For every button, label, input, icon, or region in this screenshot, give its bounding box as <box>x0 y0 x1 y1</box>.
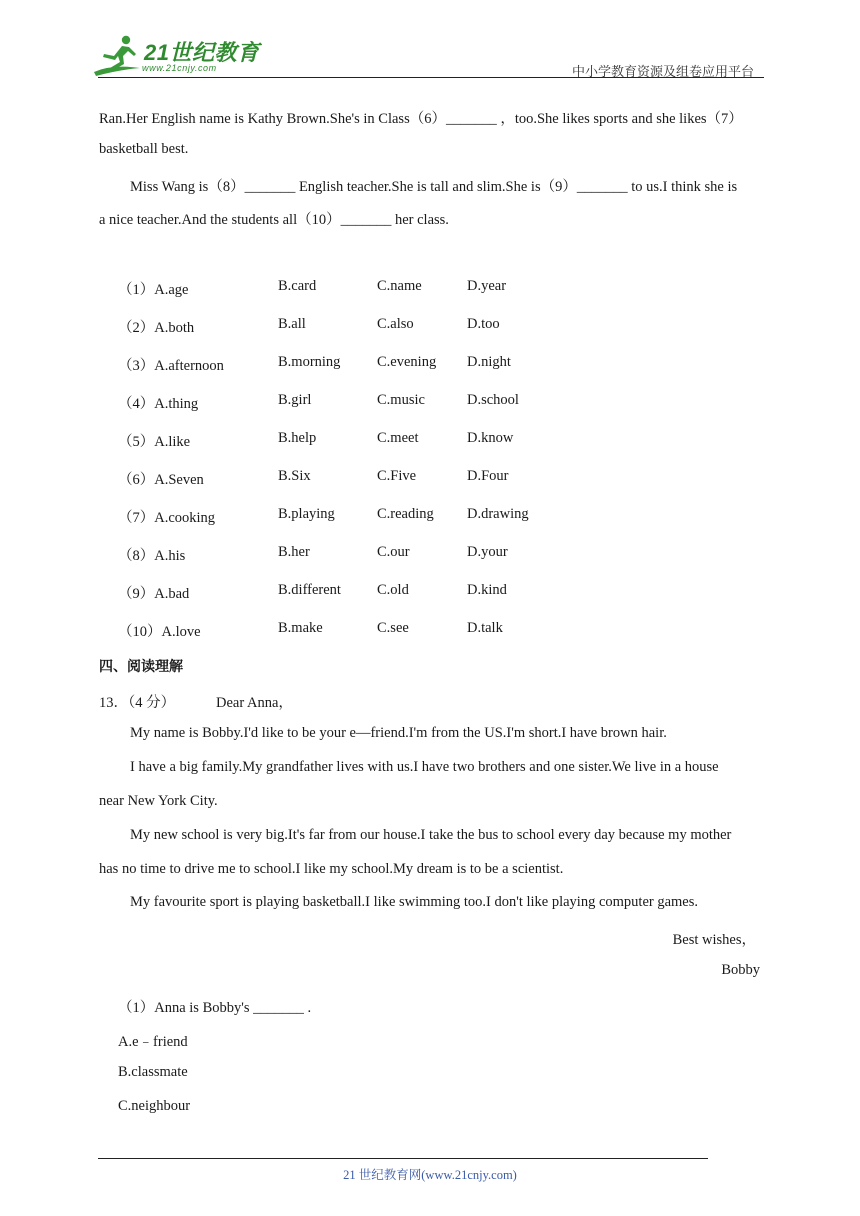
passage-line: Ran.Her English name is Kathy Brown.She's in Class（6）_______ ，too.She likes sports and she likes（7） <box>99 111 743 127</box>
letter-paragraph: near New York City. <box>99 793 218 809</box>
choice-a[interactable]: A.e﹣friend <box>118 1034 188 1050</box>
option-b: B.help <box>278 430 317 446</box>
passage-line: a nice teacher.And the students all（10）_______ her class. <box>99 212 449 228</box>
option-b: B.all <box>278 316 306 332</box>
option-d: D.drawing <box>467 506 529 522</box>
option-a: （10）A.love <box>118 624 201 640</box>
site-logo <box>92 34 262 78</box>
option-a: （5）A.like <box>118 434 191 450</box>
option-c: C.see <box>377 620 409 636</box>
site-slogan: 中小学教育资源及组卷应用平台 <box>571 65 754 80</box>
option-d: D.talk <box>467 620 503 636</box>
option-d: D.kind <box>467 582 507 598</box>
option-a: （3）A.afternoon <box>118 358 224 374</box>
choice-b[interactable]: B.classmate <box>118 1064 188 1080</box>
logo-subtext: www.21cnjy.com <box>142 63 217 73</box>
runner-icon <box>92 34 142 78</box>
option-a: （8）A.his <box>118 548 186 564</box>
option-c: C.our <box>377 544 410 560</box>
option-b: B.her <box>278 544 310 560</box>
option-d: D.year <box>467 278 507 294</box>
header-divider <box>98 77 764 78</box>
option-c: C.music <box>377 392 425 408</box>
option-b: B.different <box>278 582 341 598</box>
passage-line: Miss Wang is（8）_______ English teacher.She is tall and slim.She is（9）_______ to us.I think she is <box>130 179 738 195</box>
option-a: （1）A.age <box>118 282 189 298</box>
logo-text: 21世纪教育 <box>144 40 260 65</box>
question-1: （1）Anna is Bobby's _______ . <box>118 1000 312 1016</box>
option-a: （9）A.bad <box>118 586 190 602</box>
option-d: D.know <box>467 430 514 446</box>
option-c: C.also <box>377 316 414 332</box>
footer-divider <box>98 1158 708 1159</box>
option-c: C.old <box>377 582 409 598</box>
option-a: （2）A.both <box>118 320 195 336</box>
letter-paragraph: My name is Bobby.I'd like to be your e—friend.I'm from the US.I'm short.I have brown hair. <box>130 725 667 741</box>
option-b: B.make <box>278 620 323 636</box>
letter-paragraph: I have a big family.My grandfather lives with us.I have two brothers and one sister.We live in a house <box>130 759 719 775</box>
letter-greeting: Dear Anna， <box>216 695 293 711</box>
option-c: C.meet <box>377 430 419 446</box>
letter-paragraph: has no time to drive me to school.I like my school.My dream is to be a scientist. <box>99 861 564 877</box>
option-d: D.Four <box>467 468 509 484</box>
option-b: B.card <box>278 278 317 294</box>
passage-line: basketball best. <box>99 141 189 157</box>
letter-paragraph: My new school is very big.It's far from our house.I take the bus to school every day because my mother <box>130 827 732 843</box>
section-heading: 四、阅读理解 <box>99 659 183 675</box>
letter-signature: Bobby <box>721 962 760 978</box>
option-a: （6）A.Seven <box>118 472 204 488</box>
letter-paragraph: My favourite sport is playing basketball.I like swimming too.I don't like playing computer games. <box>130 894 699 910</box>
choice-c[interactable]: C.neighbour <box>118 1098 191 1114</box>
option-a: （7）A.cooking <box>118 510 216 526</box>
option-c: C.evening <box>377 354 437 370</box>
option-d: D.too <box>467 316 500 332</box>
option-c: C.reading <box>377 506 434 522</box>
option-b: B.girl <box>278 392 312 408</box>
option-d: D.night <box>467 354 511 370</box>
question-number: 13．（4 分） <box>99 695 176 711</box>
option-b: B.playing <box>278 506 335 522</box>
option-b: B.morning <box>278 354 341 370</box>
footer-text[interactable]: 21 世纪教育网(www.21cnjy.com) <box>343 1168 517 1182</box>
option-d: D.your <box>467 544 508 560</box>
option-a: （4）A.thing <box>118 396 199 412</box>
option-c: C.Five <box>377 468 417 484</box>
option-b: B.Six <box>278 468 311 484</box>
letter-closing: Best wishes， <box>672 932 756 948</box>
option-d: D.school <box>467 392 519 408</box>
option-c: C.name <box>377 278 422 294</box>
